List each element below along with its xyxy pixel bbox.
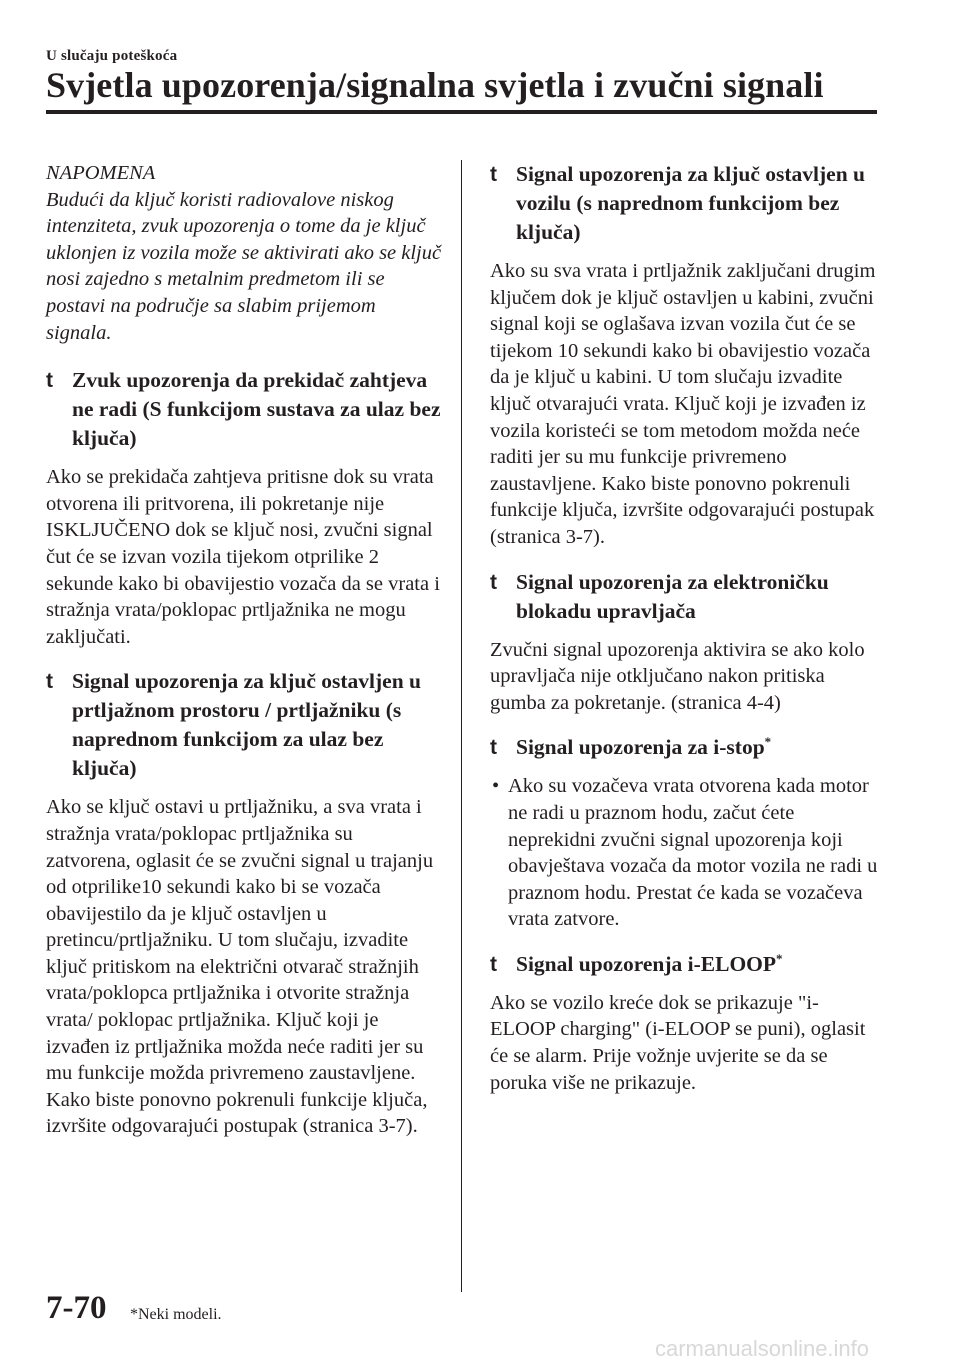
section-marker-icon: t (490, 163, 497, 186)
section-label: U slučaju poteškoća (46, 48, 178, 64)
page-number: 7-70 (46, 1290, 107, 1326)
column-divider (461, 160, 462, 1292)
note-title: NAPOMENA (46, 162, 156, 184)
page-title: Svjetla upozorenja/signalna svjetla i zvučni signali (46, 65, 824, 105)
note-text: Budući da ključ koristi radiovalove niskog intenziteta, zvuk upozorenja o tome da je ključ uklonjen iz vozila može se aktivirati ako se ključ nosi zajedno s metalnim predmetom ili se postavi na područje sa slabim prijemom signala. (46, 188, 442, 344)
section-heading (490, 733, 882, 762)
section-body: Ako se prekidača zahtjeva pritisne dok su vrata otvorena ili pritvorena, ili pokretanje nije ISKLJUČENO dok se ključ nosi, zvučni signal čut će se izvan vozila tijekom otprilike 2 sekunde kako bi obavijestio vozača da se vrata i stražnja vrata/poklopac prtljažnika ne mogu zaključati. (46, 466, 440, 648)
section-marker-icon: t (46, 369, 53, 393)
section-heading (46, 366, 442, 453)
section-heading-text: Signal upozorenja za i-stop (516, 735, 765, 760)
section-heading (46, 667, 442, 783)
bullet-text: Ako su vozačeva vrata otvorena kada motor ne radi u praznom hodu, začut ćete neprekidni zvučni signal upozorenja koji obavještava vozača da motor vozila ne radi u praznom hodu. Prestat će kada se vozačeva vrata zatvore. (508, 775, 878, 931)
section-heading (490, 160, 882, 247)
note-box (46, 160, 442, 346)
section-marker-icon: t (46, 670, 53, 694)
section-heading (490, 568, 882, 626)
title-rule (46, 110, 877, 114)
section-body: Ako se vozilo kreće dok se prikazuje "i-ELOOP charging" (i-ELOOP se puni), oglasit će se alarm. Prije vožnje uvjerite se da se poruka više ne prikazuje. (490, 991, 866, 1094)
section-marker-icon: t (490, 952, 497, 976)
section-body: Zvučni signal upozorenja aktivira se ako kolo upravljača nije otključano nakon pritiska gumba za pokretanje. (stranica 4-4) (490, 638, 865, 714)
right-column (490, 160, 882, 1113)
section-heading-text: Signal upozorenja za elektroničku blokadu upravljača (516, 569, 829, 623)
section-heading-text: Signal upozorenja za ključ ostavljen u vozilu (s naprednom funkcijom bez ključa) (516, 162, 866, 244)
section-body: Ako se ključ ostavi u prtljažniku, a sva vrata i stražnja vrata/poklopac prtljažnika su zatvorena, oglasit će se zvučni signal u trajanju od otprilike10 sekundi kako bi se vozača obavijestilo da je ključ ostavljen u pretincu/prtljažniku. U tom slučaju, izvadite ključ pritiskom na električni otvarač stražnjih vrata/poklopca prtljažnika i otvorite stražnja vrata/ poklopac prtljažnika. Ključ koji je izvađen iz prtljažnika možda neće raditi jer su mu funkcije možda privremeno zaustavljene. Kako biste ponovno pokrenuli funkcije ključa, izvršite odgovarajući postupak (stranica 3-7). (46, 796, 434, 1138)
footnote-asterisk: * (776, 950, 783, 966)
section-heading-text: Zvuk upozorenja da prekidač zahtjeva ne radi (S funkcijom sustava za ulaz bez ključa) (72, 368, 441, 451)
bullet-dot-icon: • (492, 775, 500, 798)
footnote-asterisk: * (764, 734, 772, 750)
watermark: carmanualsonline.info (655, 1336, 870, 1361)
section-heading-text: Signal upozorenja za ključ ostavljen u prtljažnom prostoru / prtljažniku (s naprednom funkcijom za ulaz bez ključa) (72, 669, 422, 781)
section-heading (490, 950, 882, 979)
left-column (46, 160, 442, 1157)
section-body: Ako su sva vrata i prtljažnik zaključani drugim ključem dok je ključ ostavljen u kabini, zvučni signal koji se oglašava izvan vozila čut će se tijekom 10 sekundi kako bi obavijestio vozača da je ključ u kabini. U tom slučaju izvadite ključ otvarajući vrata. Ključ koji je izvađen iz vozila koristeći se tom metodom možda neće raditi jer su mu funkcije privremeno zaustavljene. Kako biste ponovno pokrenuli funkcije ključa, izvršite odgovarajući postupak (stranica 3-7). (490, 260, 876, 548)
bullet-item (490, 773, 882, 933)
footnote: *Neki modeli. (130, 1306, 222, 1323)
section-heading-text: Signal upozorenja i-ELOOP (516, 951, 777, 976)
section-marker-icon: t (490, 570, 497, 594)
section-marker-icon: t (490, 736, 497, 760)
